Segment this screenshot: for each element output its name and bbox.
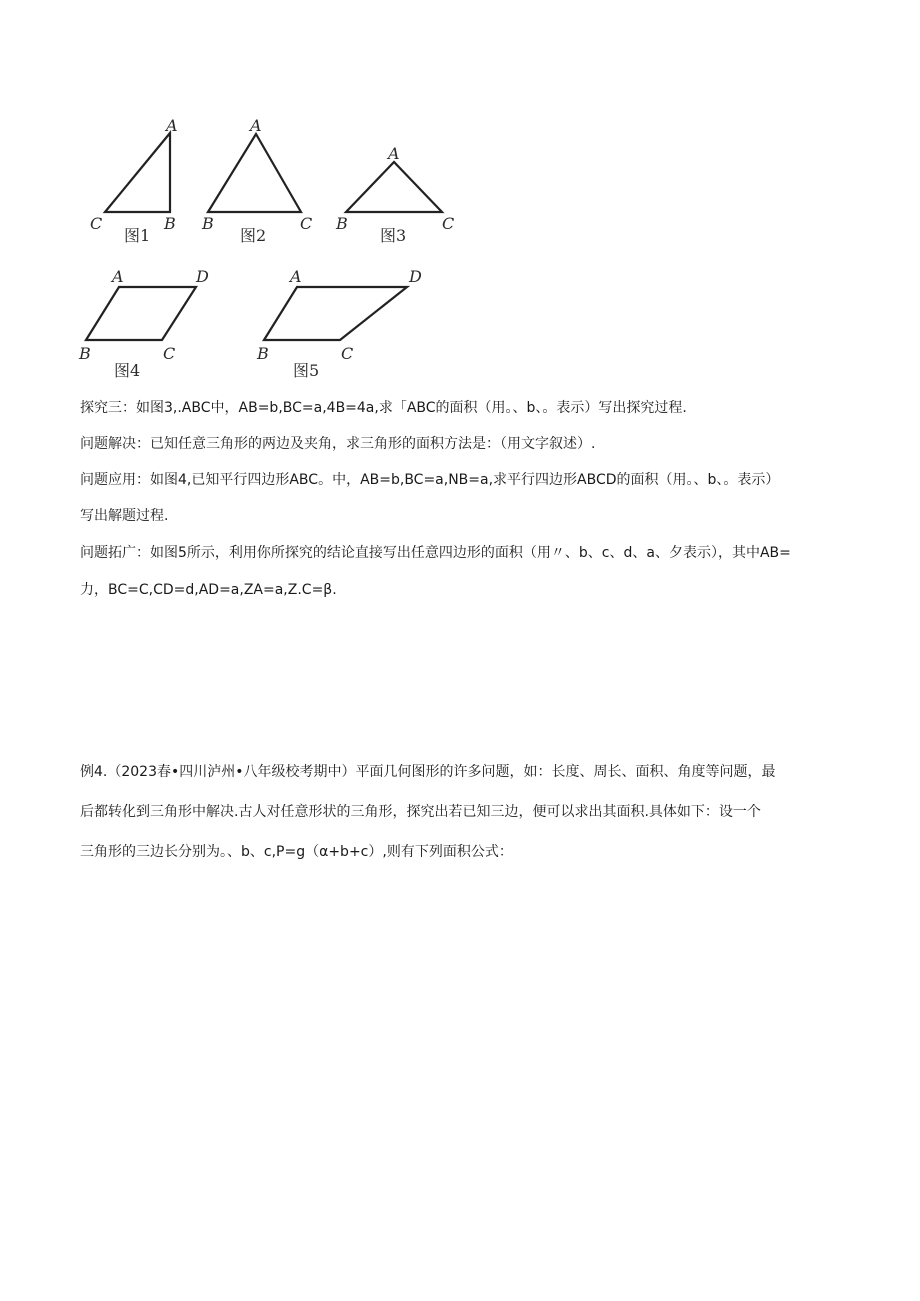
- figure-1: [90, 116, 178, 245]
- figure-4: [78, 267, 209, 380]
- figure-3-label-a: A: [388, 144, 400, 163]
- figure-5-label-d: D: [409, 267, 422, 286]
- figure-4-label-c: C: [163, 344, 176, 363]
- problem-extend-line-2: 力，BC=C,CD=d,AD=a,ZA=a,Z.C=β.: [80, 582, 337, 598]
- figure-4-parallelogram: [86, 287, 196, 340]
- problem-extend-line-1: 问题拓广：如图5所示，利用你所探究的结论直接写出任意四边形的面积（用〃、b、c、d、a、夕表示），其中AB=: [80, 545, 791, 561]
- figure-2: [201, 116, 312, 245]
- example-4-line-1: 例4.（2023春•四川泸州•八年级校考期中）平面几何图形的许多问题，如：长度、周长、面积、角度等问题，最: [80, 764, 776, 780]
- explore-three-text: 探究三：如图3,.ABC中，AB=b,BC=a,4B=4a,求「ABC的面积（用。、b、。表示）写出探究过程.: [80, 400, 687, 416]
- figure-5-label-b: B: [257, 344, 269, 363]
- figure-5: [256, 267, 422, 380]
- figure-1-label-b: B: [164, 214, 176, 233]
- figure-3-triangle: [346, 162, 442, 212]
- figure-5-quadrilateral: [264, 287, 407, 340]
- figure-3: [335, 144, 454, 245]
- figure-5-label-a: A: [290, 267, 302, 286]
- example-4-line-3: 三角形的三边长分别为。、b、c,P=g（α+b+c）,则有下列面积公式：: [80, 844, 513, 860]
- figure-2-label-c: C: [300, 214, 313, 233]
- figure-1-label-a: A: [166, 116, 178, 135]
- problem-apply-line-1: 问题应用：如图4,已知平行四边形ABC。中，AB=b,BC=a,NB=a,求平行四边形ABCD的面积（用。、b、。表示）: [80, 472, 780, 488]
- figure-2-label-a: A: [250, 116, 262, 135]
- example-4-line-2: 后都转化到三角形中解决.古人对任意形状的三角形，探究出若已知三边，便可以求出其面积.具体如下：设一个: [80, 804, 761, 820]
- figure-1-caption: 图1: [124, 226, 151, 245]
- figure-1-label-c: C: [90, 214, 103, 233]
- figure-4-label-d: D: [196, 267, 209, 286]
- figure-3-label-c: C: [442, 214, 455, 233]
- figure-5-caption: 图5: [293, 361, 320, 380]
- figure-3-caption: 图3: [380, 226, 407, 245]
- figures-area: [0, 0, 920, 390]
- figure-3-label-b: B: [336, 214, 348, 233]
- figure-2-triangle: [208, 134, 301, 212]
- figure-4-caption: 图4: [114, 361, 141, 380]
- figure-2-caption: 图2: [240, 226, 267, 245]
- figure-5-label-c: C: [341, 344, 354, 363]
- geometry-figures: [0, 0, 920, 390]
- problem-solve-text: 问题解决：已知任意三角形的两边及夹角，求三角形的面积方法是：（用文字叙述）.: [80, 436, 596, 452]
- figure-4-label-a: A: [112, 267, 124, 286]
- figure-4-label-b: B: [79, 344, 91, 363]
- figure-1-triangle: [105, 133, 170, 212]
- figure-2-label-b: B: [202, 214, 214, 233]
- problem-apply-line-2: 写出解题过程.: [80, 508, 169, 524]
